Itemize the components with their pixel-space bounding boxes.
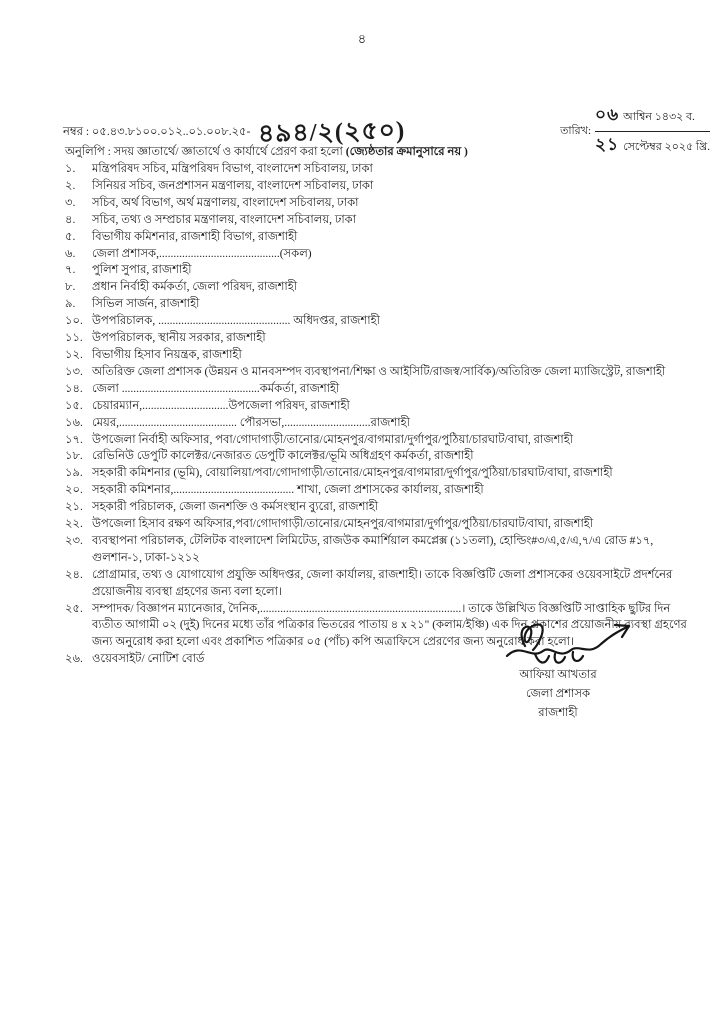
recipient-text: পুলিশ সুপার, রাজশাহী — [92, 264, 192, 277]
bangla-date-day: ০৬ — [595, 105, 620, 124]
list-item — [65, 448, 700, 465]
recipient-text: উপপরিচালক, .............................................. অধিদপ্তর, রাজশাহী — [92, 315, 380, 328]
copy-line-text: অনুলিপি : সদয় জ্ঞাতার্থে/ জ্ঞাতার্থে ও কার্যার্থে প্রেরণ করা হলো — [65, 146, 346, 158]
list-item — [65, 313, 700, 330]
memo-number-label: নম্বর : ০৫.৪৩.৮১০০.০১২..০১.০০৮.২৫- — [63, 126, 251, 138]
recipient-text: সম্পাদক/ বিজ্ঞাপন ম্যানেজার, দৈনিক,......................................................................। তাকে উল্লিখিত বিজ্ঞপ্তিটি সাপ্তাহিক ছুটির দিন ব্যতীত আগামী ০২ (দুই) দিনের মধ্যে তাঁর পত্রিকার ভিতরের পাতায় ৪ x ২১" (কলাম/ইঞ্চি) এক দিন প্রকাশের প্রয়োজনীয় ব্যবস্থা গ্রহণের জন্য অনুরোধ করা হলো এবং প্রকাশিত পত্রিকার ০৫ (পাঁচ) কপি অত্রাফিসে প্রেরণের জন্য অনুরোধ করা হলো। — [92, 602, 687, 649]
recipient-text: সিভিল সার্জন, রাজশাহী — [92, 298, 200, 311]
recipient-number: ২৩. — [65, 534, 83, 547]
recipient-number: ১৪. — [65, 382, 83, 395]
recipient-number: ১. — [65, 163, 76, 175]
recipient-text: উপপরিচালক, স্থানীয় সরকার, রাজশাহী — [92, 332, 266, 345]
recipient-text: প্রধান নির্বাহী কর্মকর্তা, জেলা পরিষদ, রাজশাহী — [92, 281, 298, 294]
recipient-text: বিভাগীয় কমিশনার, রাজশাহী বিভাগ, রাজশাহী — [92, 230, 298, 243]
memo-handwritten-number: ৪৯৪/২(২৫০) — [257, 117, 406, 148]
signatory-location: রাজশাহী — [538, 707, 578, 719]
recipient-number: ২. — [65, 179, 76, 192]
list-item — [65, 415, 700, 432]
page-number: ৪ — [357, 31, 367, 46]
list-item — [65, 381, 700, 398]
recipient-number: ২৬. — [65, 653, 83, 666]
recipient-number: ৫. — [65, 230, 76, 243]
recipient-number: ১৯. — [65, 467, 83, 480]
recipient-text: সচিব, তথ্য ও সম্প্রচার মন্ত্রণালয়, বাংলাদেশ সচিবালয়, ঢাকা — [92, 213, 357, 226]
list-item — [65, 246, 700, 263]
list-item — [65, 499, 700, 516]
recipients-list — [65, 161, 700, 668]
list-item — [65, 330, 700, 347]
recipient-number: ১৫. — [65, 399, 83, 412]
list-item — [65, 296, 700, 313]
recipient-text: উপজেলা নির্বাহী অফিসার, পবা/গোদাগাড়ী/তানোর/মোহনপুর/বাগমারা/দুর্গাপুর/পুঠিয়া/চারঘাট/বাঘা, রাজশাহী — [92, 433, 574, 446]
list-item — [65, 533, 700, 567]
signature-block — [468, 616, 648, 723]
list-item — [65, 195, 700, 212]
list-item — [65, 567, 700, 601]
list-item — [65, 432, 700, 449]
recipient-number: ৬. — [65, 247, 76, 260]
recipient-text: জেলা প্রশাসক,..........................................(সকল) — [92, 247, 312, 260]
signatory-title: জেলা প্রশাসক — [525, 688, 591, 700]
recipient-number: ১৩. — [65, 365, 83, 378]
list-item — [65, 262, 700, 279]
list-item — [65, 161, 700, 178]
list-item — [65, 398, 700, 415]
list-item — [65, 178, 700, 195]
gregorian-date-text: সেপ্টেম্বর ২০২৫ খ্রি. — [623, 141, 710, 153]
recipient-number: ২৪. — [65, 568, 83, 581]
recipient-number: ১৮. — [65, 450, 83, 463]
recipient-text: বিভাগীয় হিসাব নিয়ন্ত্রক, রাজশাহী — [92, 348, 242, 361]
recipient-text: অতিরিক্ত জেলা প্রশাসক (উন্নয়ন ও মানবসম্পদ ব্যবস্থাপনা/শিক্ষা ও আইসিটি/রাজস্ব/সার্বিক)/অতিরিক্ত জেলা ম্যাজিস্ট্রেট, রাজশাহী — [92, 365, 666, 378]
list-item — [65, 279, 700, 296]
recipient-text: ওয়েবসাইট/ নোটিশ বোর্ড — [92, 653, 205, 666]
signatory-name: আফিয়া আখতার — [519, 669, 597, 681]
gregorian-date-day: ২১ — [595, 135, 620, 154]
recipient-text: প্রোগ্রামার, তথ্য ও যোগাযোগ প্রযুক্তি অধিদপ্তর, জেলা কার্যালয়, রাজশাহী। তাকে বিজ্ঞপ্তিটি জেলা প্রশাসকের ওয়েবসাইটে প্রদর্শনের প্রয়োজনীয় ব্যবস্থা গ্রহণের জন্য বলা হলো। — [92, 568, 673, 598]
recipient-number: ১১. — [65, 332, 83, 345]
bangla-date-line — [595, 102, 710, 132]
recipient-text: মেয়র,......................................... পৌরসভা,..............................রাজশাহী — [92, 416, 410, 429]
recipient-text: সহকারী কমিশনার (ভূমি), বোয়ালিয়া/পবা/গোদাগাড়ী/তানোর/মোহনপুর/বাগমারা/দুর্গাপুর/পুঠিয়া/চারঘাট/বাঘা, রাজশাহী — [92, 467, 613, 480]
recipient-text: সহকারী কমিশনার,.......................................... শাখা, জেলা প্রশাসকের কার্যালয়, রাজশাহী — [92, 484, 484, 497]
recipient-text: সচিব, অর্থ বিভাগ, অর্থ মন্ত্রণালয়, বাংলাদেশ সচিবালয়, ঢাকা — [92, 196, 359, 209]
recipient-number: ৮. — [65, 281, 76, 294]
recipient-text: রেভিনিউ ডেপুটি কালেক্টর/নেজারত ডেপুটি কালেক্টর/ভূমি অধিগ্রহণ কর্মকর্তা, রাজশাহী — [92, 450, 474, 463]
copy-line-bold-text: (জ্যেষ্ঠতার ক্রমানুসারে নয় ) — [345, 146, 468, 158]
recipient-text: জেলা ................................................কর্মকর্তা, রাজশাহী — [92, 382, 340, 395]
recipient-number: ১২. — [65, 348, 83, 361]
signature-scribble — [483, 616, 633, 670]
copy-distribution-line — [65, 143, 704, 162]
recipient-text: সহকারী পরিচালক, জেলা জনশক্তি ও কর্মসংস্থান ব্যুরো, রাজশাহী — [92, 501, 379, 514]
recipient-number: ২২. — [65, 518, 83, 531]
list-item — [65, 212, 700, 229]
recipient-number: ২৫. — [65, 602, 83, 615]
recipient-number: ৭. — [65, 264, 76, 277]
recipient-number: ৯. — [65, 298, 76, 311]
list-item — [65, 465, 700, 482]
list-item — [65, 347, 700, 364]
recipient-text: ব্যবস্থাপনা পরিচালক, টেলিটক বাংলাদেশ লিমিটেড, রাজউক কমার্শিয়াল কমপ্লেক্স (১১তলা), হোল্ডিং#৩/এ,৫/এ,৭/এ রোড #১৭, গুলশান-১, ঢাকা-১২১২ — [92, 534, 654, 564]
recipient-text: মন্ত্রিপরিষদ সচিব, মন্ত্রিপরিষদ বিভাগ, বাংলাদেশ সচিবালয়, ঢাকা — [92, 163, 373, 175]
recipient-number: ১৬. — [65, 416, 83, 429]
recipient-number: ২১. — [65, 501, 83, 514]
date-label: তারিখ: — [560, 124, 592, 137]
list-item — [65, 229, 700, 246]
recipient-text: উপজেলা হিসাব রক্ষণ অফিসার,পবা/গোদাগাড়ী/তানোর/মোহনপুর/বাগমারা/দুর্গাপুর/পুঠিয়া/চারঘাট/বাঘা, রাজশাহী — [92, 518, 594, 531]
recipient-number: ১০. — [65, 315, 83, 328]
recipient-text: সিনিয়র সচিব, জনপ্রশাসন মন্ত্রণালয়, বাংলাদেশ সচিবালয়, ঢাকা — [92, 179, 374, 192]
list-item — [65, 364, 700, 381]
recipient-text: চেয়ারম্যান,..............................উপজেলা পরিষদ, রাজশাহী — [92, 399, 350, 412]
recipient-number: ১৭. — [65, 433, 83, 446]
recipient-number: ২০. — [65, 484, 83, 497]
bangla-date-text: আশ্বিন ১৪৩২ ব. — [623, 111, 695, 123]
list-item — [65, 482, 700, 499]
list-item — [65, 516, 700, 533]
recipient-number: ৩. — [65, 196, 76, 209]
recipient-number: ৪. — [65, 213, 76, 226]
